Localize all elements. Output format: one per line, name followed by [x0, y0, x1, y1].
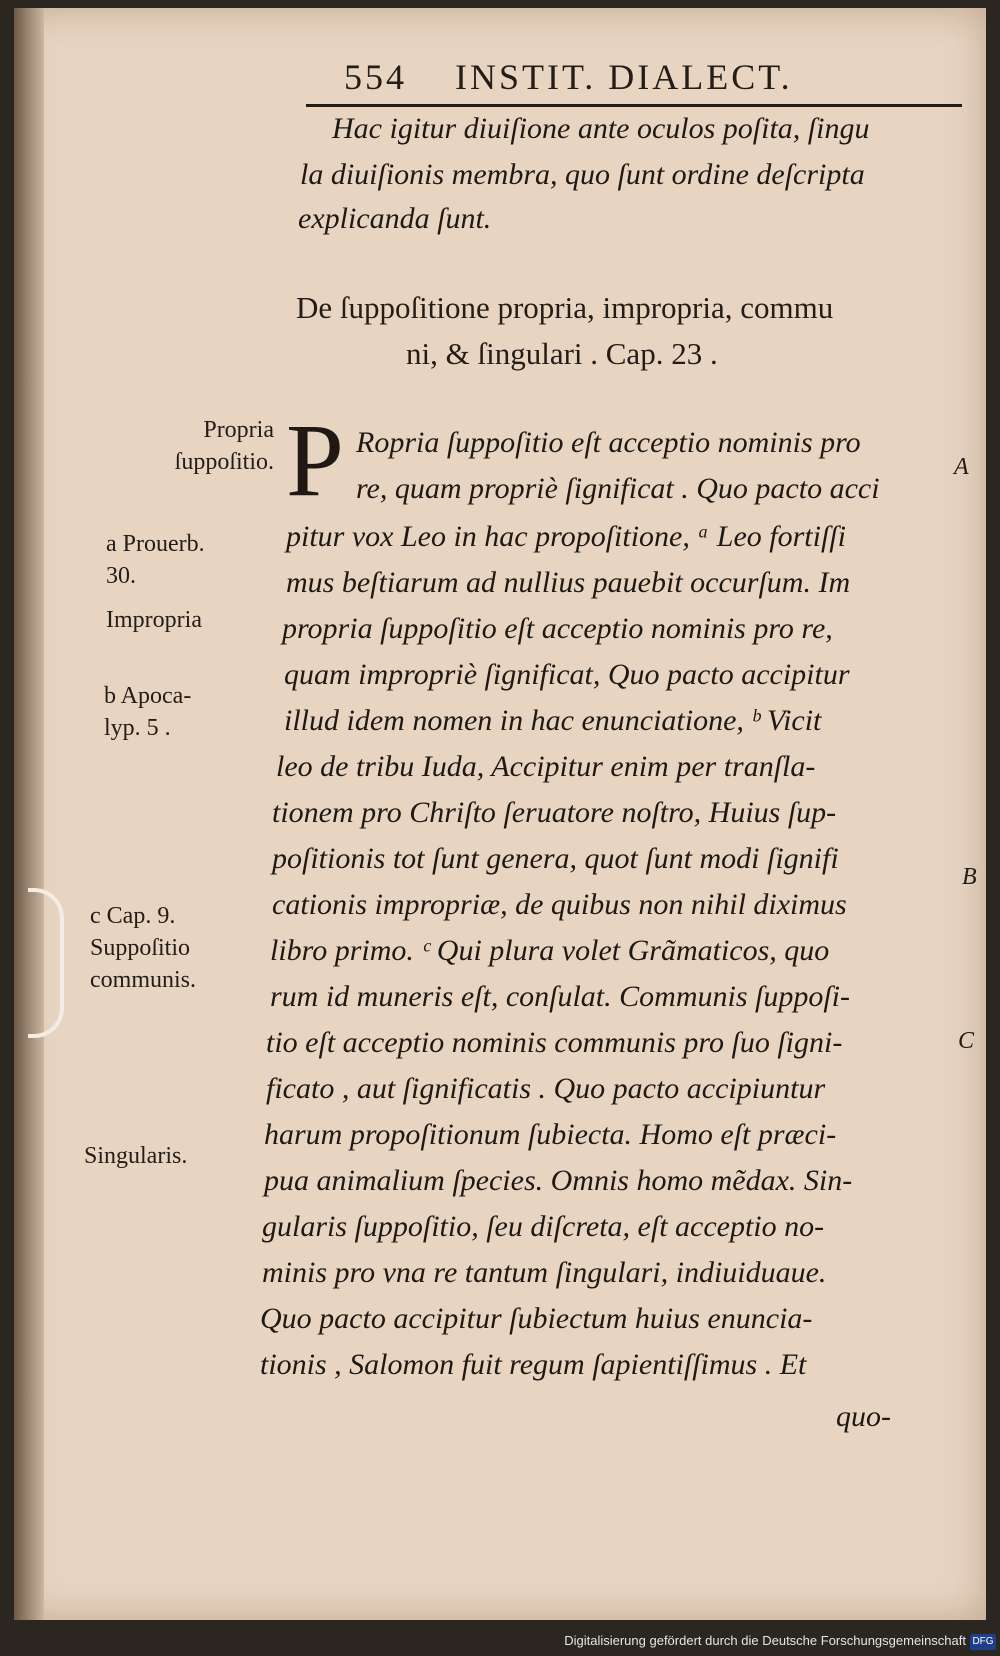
intro-line: la diuiſionis membra, quo ſunt ordine deſcripta — [300, 158, 865, 191]
header-rule — [306, 104, 962, 107]
drop-capital: P — [286, 403, 344, 518]
footer-credit: Digitalisierung gefördert durch die Deutsche Forschungsgemeinschaft — [564, 1633, 966, 1648]
body-line: rum id muneris eſt, conſulat. Communis ſuppoſi- — [270, 980, 850, 1013]
body-line: gularis ſuppoſitio, ſeu diſcreta, eſt acceptio no- — [262, 1210, 825, 1243]
body-line: libro primo. ᶜ Qui plura volet Grãmaticos, quo — [270, 934, 830, 967]
chapter-heading-line-2: ni, & ſingulari . Cap. 23 . — [406, 336, 718, 371]
body-line: pua animalium ſpecies. Omnis homo mẽdax. Sin- — [264, 1164, 853, 1197]
body-line: tio eſt acceptio nominis communis pro ſuo ſigni- — [266, 1026, 843, 1059]
body-line: Quo pacto accipitur ſubiectum huius enuncia- — [260, 1302, 813, 1335]
body-line: Ropria ſuppoſitio eſt acceptio nominis pro — [356, 426, 861, 459]
book-page — [14, 8, 986, 1620]
intro-line: explicanda ſunt. — [298, 202, 492, 235]
catchword: quo- — [836, 1400, 891, 1433]
body-line: tionis , Salomon fuit regum ſapientiſſimus . Et — [260, 1348, 807, 1381]
body-line: re, quam propriè ſignificat . Quo pacto acci — [356, 472, 880, 505]
page-clip — [28, 888, 64, 1038]
body-line: illud idem nomen in hac enunciatione, ᵇ Vicit — [284, 704, 822, 737]
margin-note-propria: Propria ſuppoſitio. — [174, 417, 274, 475]
body-line: ficato , aut ſignificatis . Quo pacto accipiuntur — [266, 1072, 826, 1105]
book-spine — [14, 8, 44, 1620]
body-line: pitur vox Leo in hac propoſitione, ᵃ Leo fortiſſi — [286, 520, 846, 553]
body-line: quam impropriè ſignificat, Quo pacto accipitur — [284, 658, 850, 691]
body-line: tionem pro Chriſto ſeruatore noſtro, Huius ſup- — [272, 796, 837, 829]
body-line: mus beſtiarum ad nullius pauebit occurſum. Im — [286, 566, 851, 599]
body-line: cationis impropriæ, de quibus non nihil diximus — [272, 888, 847, 921]
right-margin-letter: A — [954, 454, 969, 480]
page-number: 554 — [344, 57, 407, 97]
margin-note-cap9: c Cap. 9. Suppoſitio communis. — [90, 903, 196, 993]
body-line: propria ſuppoſitio eſt acceptio nominis pro re, — [282, 612, 833, 645]
body-line: harum propoſitionum ſubiecta. Homo eſt præci- — [264, 1118, 837, 1151]
margin-note-impropria: Impropria — [106, 607, 202, 633]
chapter-heading-line-1: De ſuppoſitione propria, impropria, commu — [296, 290, 834, 325]
running-header — [344, 56, 793, 98]
body-line: poſitionis tot ſunt genera, quot ſunt modi ſignifi — [272, 842, 839, 875]
right-margin-letter: C — [958, 1028, 975, 1054]
footer-bar — [0, 1622, 1000, 1656]
body-line: leo de tribu Iuda, Accipitur enim per tranſla- — [276, 750, 816, 783]
margin-note-singularis: Singularis. — [84, 1143, 188, 1169]
margin-note-prouerb: a Prouerb. 30. — [106, 531, 205, 589]
margin-note-apocalypse: b Apoca- lyp. 5 . — [104, 683, 192, 741]
running-title: INSTIT. DIALECT. — [455, 57, 793, 97]
body-line: minis pro vna re tantum ſingulari, indiuiduaue. — [262, 1256, 827, 1289]
dfg-logo: DFG — [970, 1634, 996, 1650]
right-margin-letter: B — [962, 864, 977, 890]
intro-line: Hac igitur diuiſione ante oculos poſita, ſingu — [332, 112, 870, 145]
